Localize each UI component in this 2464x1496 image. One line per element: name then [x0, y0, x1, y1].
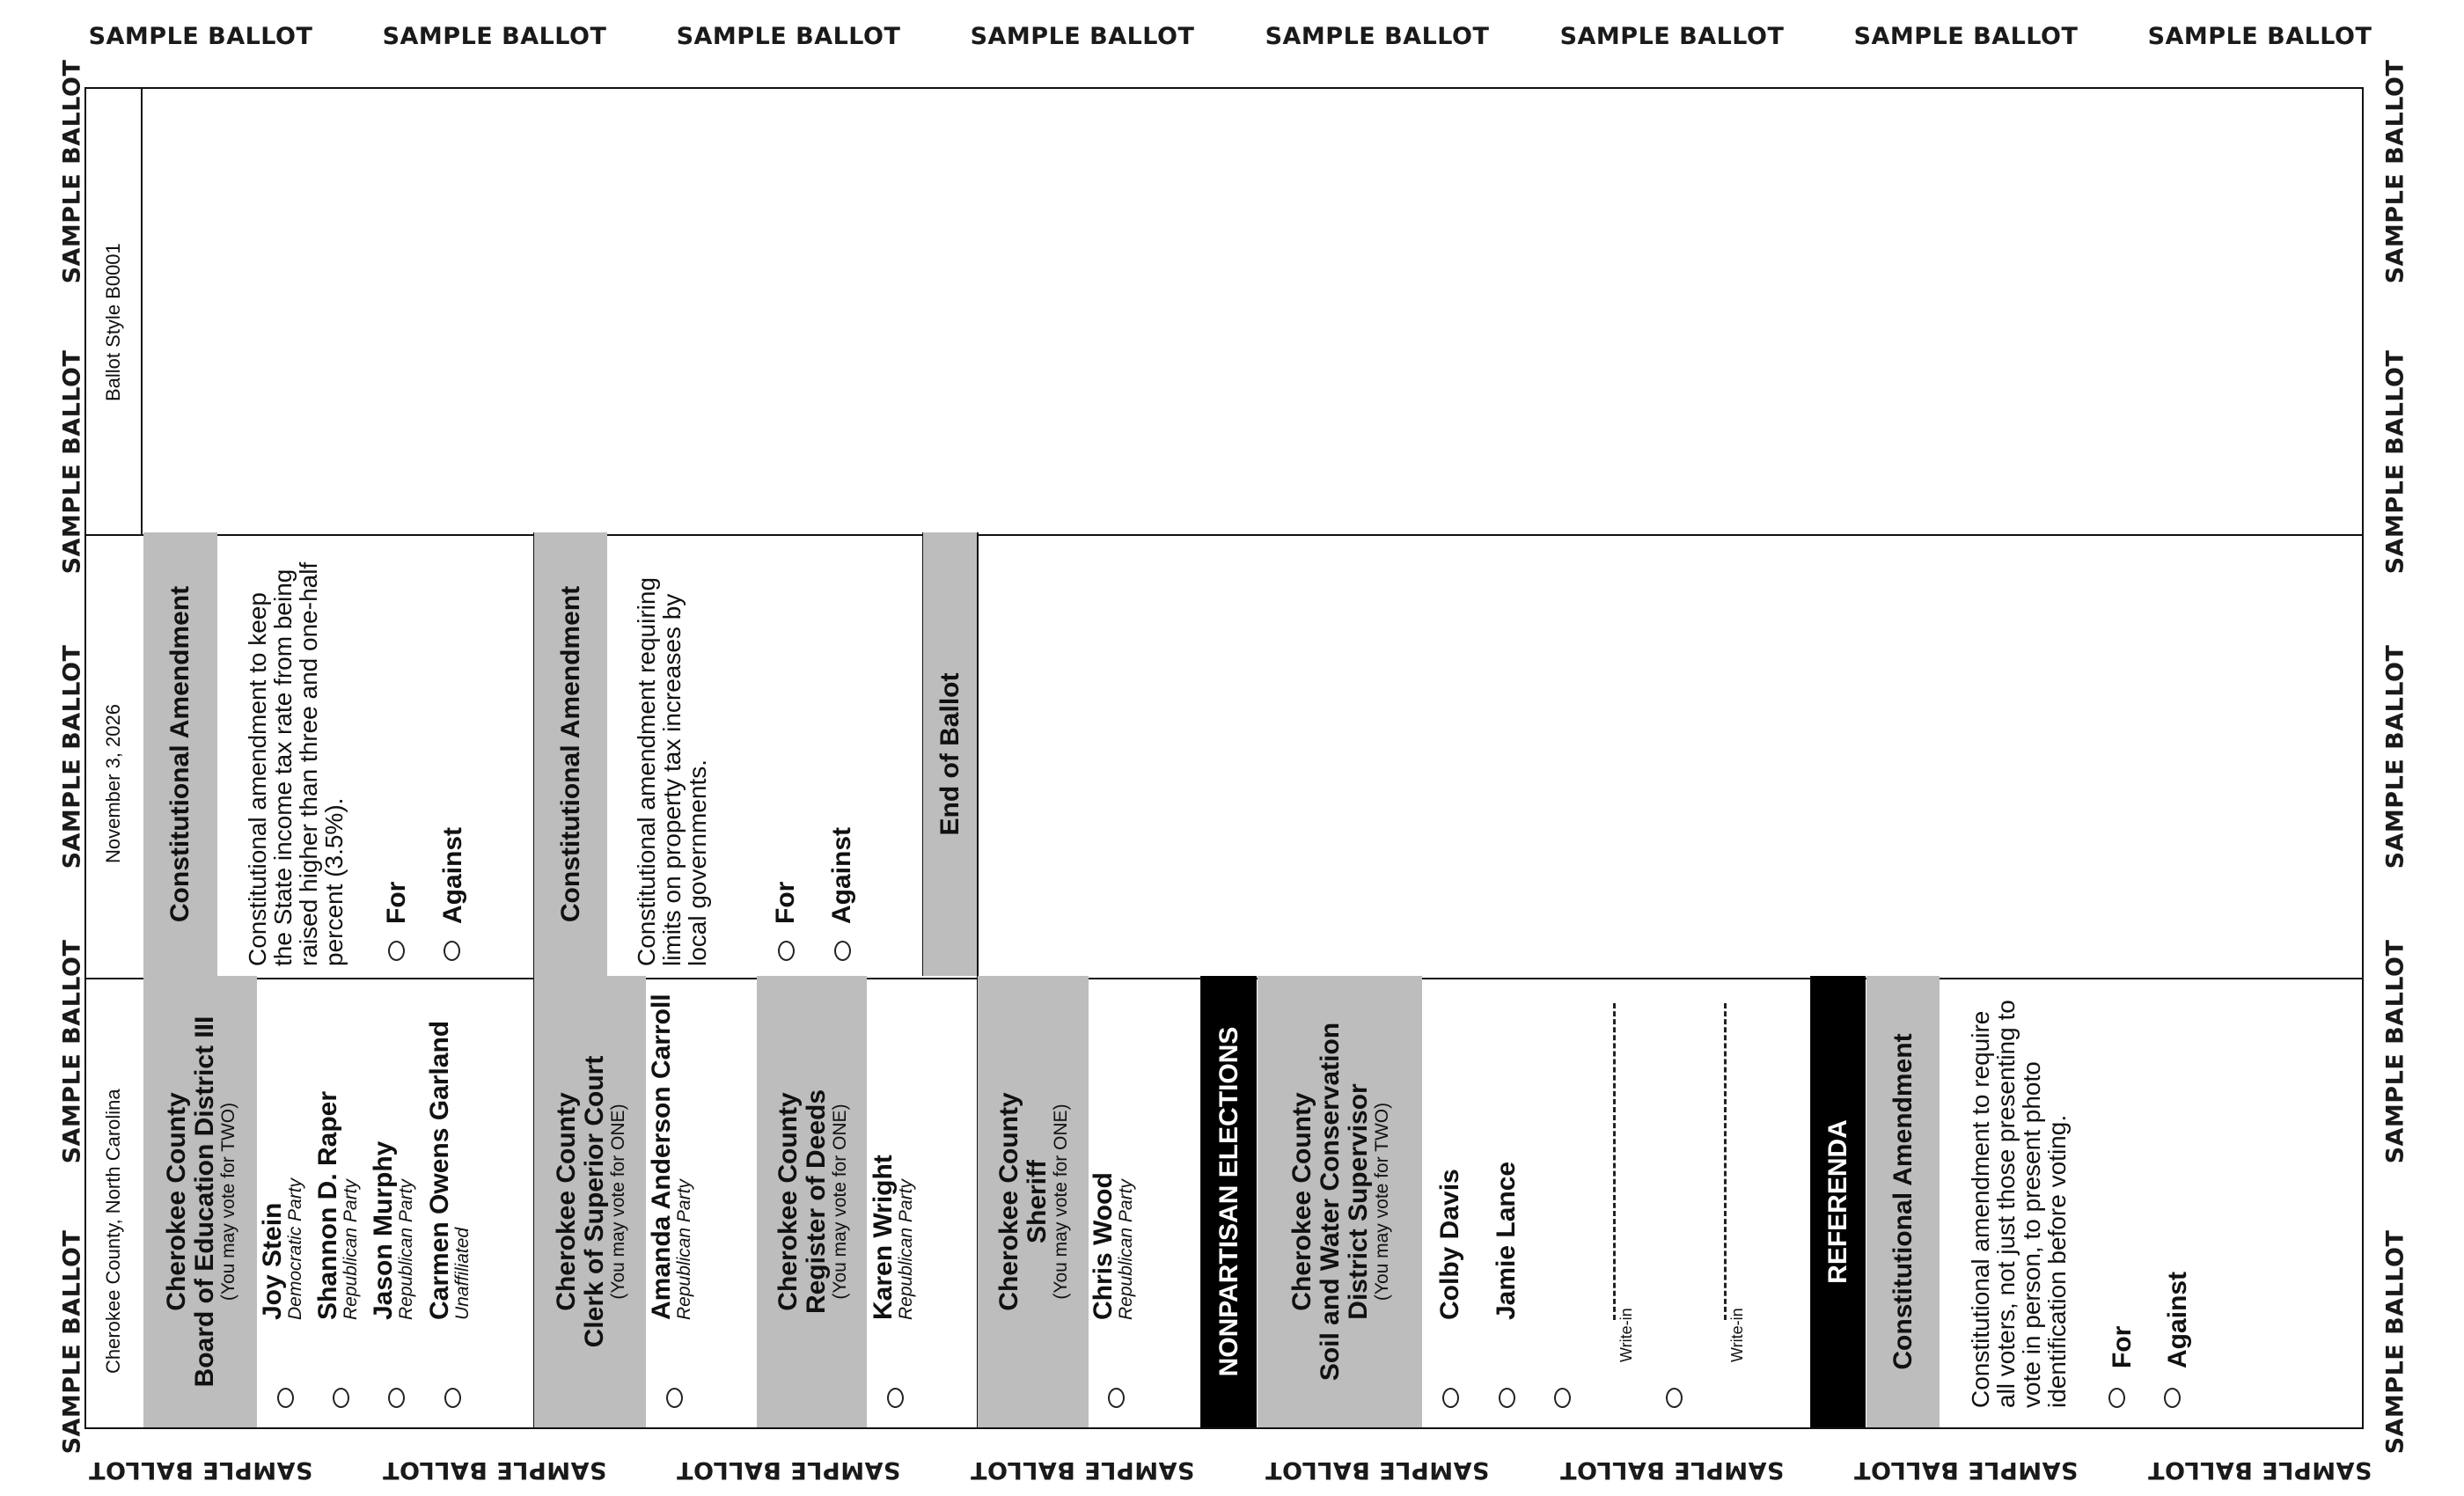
vote-bubble[interactable] — [444, 1388, 461, 1408]
sheriff-header — [995, 976, 1071, 1427]
contest-title: Cherokee County — [994, 1092, 1023, 1311]
watermark-top: SAMPLE BALLOT — [1265, 23, 1490, 50]
contest-title: Register of Deeds — [801, 1089, 831, 1315]
watermark-left: SAMPLE BALLOT — [58, 1229, 86, 1455]
amend1-against: Against — [2163, 1271, 2192, 1368]
candidate-party: Democratic Party — [285, 1177, 305, 1320]
candidate-board-0 — [259, 1178, 304, 1320]
watermark-bottom: SAMPLE BALLOT — [1559, 1456, 1785, 1484]
watermark-top: SAMPLE BALLOT — [2147, 23, 2372, 50]
vote-bubble[interactable] — [2164, 1388, 2181, 1408]
amend1-header — [1889, 976, 1918, 1427]
column-divider — [977, 532, 979, 976]
watermark-bottom: SAMPLE BALLOT — [1853, 1456, 2079, 1484]
contest-title: Cherokee County — [161, 1092, 191, 1311]
candidate-name: Jason Murphy — [369, 1140, 398, 1320]
watermark-left: SAMPLE BALLOT — [58, 644, 86, 869]
vote-bubble[interactable] — [333, 1388, 349, 1408]
end-label: End of Ballot — [935, 672, 964, 836]
candidate-name: Joy Stein — [258, 1202, 287, 1320]
candidate-party: Republican Party — [896, 1179, 916, 1320]
watermark-right: SAMPLE BALLOT — [2381, 349, 2409, 575]
amend2-against: Against — [438, 826, 467, 924]
vote-bubble[interactable] — [444, 941, 460, 961]
candidate-name: Shannon D. Raper — [313, 1090, 342, 1320]
watermark-bottom: SAMPLE BALLOT — [1265, 1456, 1490, 1484]
watermark-top: SAMPLE BALLOT — [1853, 23, 2079, 50]
vote-bubble[interactable] — [887, 1388, 904, 1408]
soil-header — [1288, 976, 1392, 1427]
contest-instruction: (You may vote for ONE) — [607, 1104, 628, 1300]
watermark-bottom: SAMPLE BALLOT — [88, 1456, 313, 1484]
candidate-register-0 — [869, 1155, 915, 1320]
candidate-board-1 — [314, 1091, 360, 1320]
amend1-for: For — [2108, 1325, 2137, 1368]
watermark-bottom: SAMPLE BALLOT — [970, 1456, 1195, 1484]
watermark-right: SAMPLE BALLOT — [2381, 939, 2409, 1164]
vote-bubble[interactable] — [834, 941, 851, 961]
amend3-for: For — [771, 881, 800, 924]
candidate-soil-1 — [1492, 1162, 1520, 1320]
amend3-header — [557, 532, 585, 976]
candidate-name: Colby Davis — [1435, 1169, 1464, 1320]
amend3-against: Against — [827, 826, 856, 924]
contest-title: District Supervisor — [1343, 1083, 1373, 1320]
vote-bubble[interactable] — [277, 1388, 294, 1408]
section-label: REFERENDA — [1823, 1119, 1852, 1284]
watermark-top: SAMPLE BALLOT — [970, 23, 1195, 50]
amend2-text: Constitutional amendment to keep the State income tax rate from being raised higher than three and one-half percent (3.5%). — [244, 561, 348, 966]
info-divider — [141, 89, 143, 534]
vote-bubble[interactable] — [1499, 1388, 1515, 1408]
writein-line[interactable] — [1613, 1003, 1616, 1320]
candidate-soil-0 — [1436, 1169, 1463, 1320]
watermark-right: SAMPLE BALLOT — [2381, 59, 2409, 284]
register-header — [774, 976, 850, 1427]
watermark-right: SAMPLE BALLOT — [2381, 644, 2409, 869]
watermark-left: SAMPLE BALLOT — [58, 349, 86, 575]
contest-title: Soil and Water Conservation — [1315, 1022, 1345, 1382]
vote-bubble[interactable] — [2108, 1388, 2125, 1408]
candidate-name: Chris Wood — [1089, 1172, 1118, 1320]
vote-bubble[interactable] — [1108, 1388, 1125, 1408]
candidate-party: Unaffiliated — [452, 1227, 473, 1320]
watermark-bottom: SAMPLE BALLOT — [2147, 1456, 2372, 1484]
contest-title: Constitutional Amendment — [555, 585, 585, 923]
amend2-header — [166, 532, 194, 976]
vote-bubble[interactable] — [1442, 1388, 1459, 1408]
watermark-top: SAMPLE BALLOT — [1559, 23, 1785, 50]
candidate-party: Republican Party — [1116, 1179, 1136, 1320]
contest-instruction: (You may vote for TWO) — [217, 1102, 238, 1302]
contest-title: Cherokee County — [1287, 1092, 1316, 1311]
contest-title: Sheriff — [1023, 1160, 1052, 1244]
contest-title: Constitutional Amendment — [165, 585, 194, 923]
board-of-ed-header — [163, 976, 238, 1427]
contest-title: Cherokee County — [551, 1092, 581, 1311]
vote-bubble[interactable] — [778, 941, 795, 961]
section-divider — [86, 534, 2362, 536]
candidate-party: Republican Party — [674, 1179, 694, 1320]
watermark-top: SAMPLE BALLOT — [88, 23, 313, 50]
watermark-bottom: SAMPLE BALLOT — [676, 1456, 901, 1484]
contest-title: Cherokee County — [773, 1092, 803, 1311]
amend3-text: Constitutional amendment requiring limits on property tax increases by local governments. — [633, 576, 711, 966]
section-label: NONPARTISAN ELECTIONS — [1214, 1026, 1243, 1377]
vote-bubble[interactable] — [388, 941, 405, 961]
contest-title: Clerk of Superior Court — [579, 1055, 609, 1348]
candidate-party: Republican Party — [341, 1179, 361, 1320]
amend1-text: Constitutional amendment to require all voters, not just those presenting to vote in person, to present photo identification before voting. — [1967, 1000, 2071, 1408]
candidate-party: Republican Party — [396, 1179, 416, 1320]
watermark-top: SAMPLE BALLOT — [676, 23, 901, 50]
watermark-right: SAMPLE BALLOT — [2381, 1229, 2409, 1455]
candidate-board-2 — [370, 1141, 415, 1320]
contest-instruction: (You may vote for ONE) — [829, 1104, 850, 1300]
nonpartisan-header — [1215, 976, 1243, 1427]
writein-bubble[interactable] — [1666, 1388, 1683, 1408]
watermark-bottom: SAMPLE BALLOT — [382, 1456, 607, 1484]
candidate-sheriff-0 — [1089, 1172, 1135, 1320]
candidate-name: Jamie Lance — [1492, 1161, 1521, 1320]
candidate-board-3 — [426, 1021, 472, 1320]
candidate-name: Amanda Anderson Carroll — [647, 994, 676, 1320]
writein-bubble[interactable] — [1554, 1388, 1571, 1408]
clerk-header — [553, 976, 628, 1427]
watermark-left: SAMPLE BALLOT — [58, 59, 86, 284]
writein-label: Write-in — [1728, 1308, 1746, 1362]
contest-instruction: (You may vote for ONE) — [1051, 1104, 1071, 1300]
watermark-top: SAMPLE BALLOT — [382, 23, 607, 50]
referenda-header — [1824, 976, 1852, 1427]
writein-label: Write-in — [1617, 1308, 1635, 1362]
amend2-for: For — [382, 881, 411, 924]
vote-bubble[interactable] — [666, 1388, 683, 1408]
ballot-style: Ballot Style B0001 — [102, 243, 124, 401]
contest-instruction: (You may vote for TWO) — [1371, 1102, 1392, 1302]
contest-title: Constitutional Amendment — [1888, 1033, 1918, 1370]
contest-title: Board of Education District III — [189, 1016, 219, 1388]
county-label: Cherokee County, North Carolina — [102, 1089, 124, 1374]
candidate-name: Karen Wright — [869, 1155, 898, 1320]
candidate-clerk-0 — [648, 994, 693, 1320]
end-of-ballot — [936, 532, 964, 976]
election-date: November 3, 2026 — [102, 704, 124, 863]
watermark-left: SAMPLE BALLOT — [58, 939, 86, 1164]
vote-bubble[interactable] — [388, 1388, 405, 1408]
writein-line[interactable] — [1724, 1003, 1727, 1320]
candidate-name: Carmen Owens Garland — [425, 1020, 454, 1320]
